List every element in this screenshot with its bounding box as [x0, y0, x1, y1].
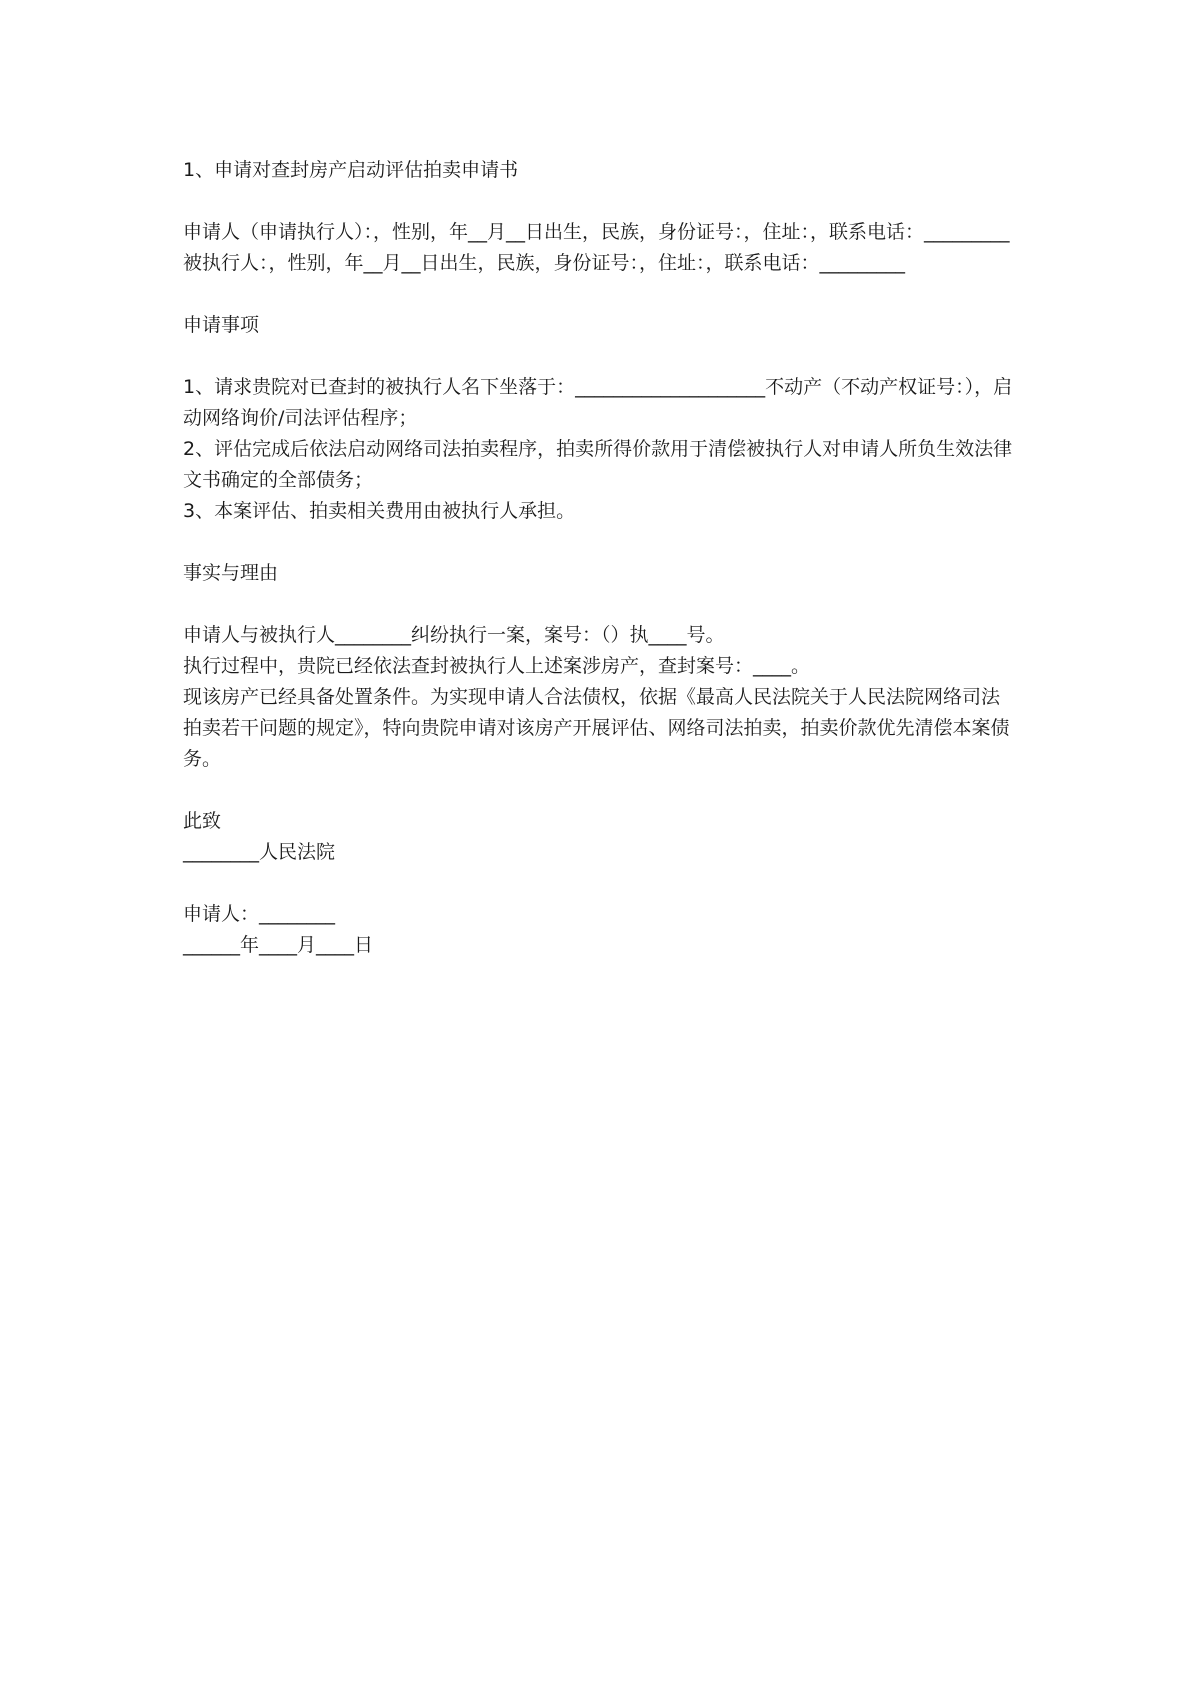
signature-section	[183, 899, 1018, 961]
request-item-1: 1、请求贵院对已查封的被执行人名下坐落于：____________________不动产（不动产权证号：），启动网络询价/司法评估程序；	[183, 376, 1013, 429]
parties-section	[183, 217, 1018, 279]
request-item-2: 2、评估完成后依法启动网络司法拍卖程序，拍卖所得价款用于清偿被执行人对申请人所负生效法律文书确定的全部债务；	[183, 438, 1013, 491]
closing-salutation: 此致	[183, 810, 222, 832]
facts-heading: 事实与理由	[183, 562, 279, 584]
facts-section	[183, 620, 1018, 775]
closing-section	[183, 806, 1018, 868]
document-title: 1、申请对查封房产启动评估拍卖申请书	[183, 159, 519, 181]
facts-paragraph-2: 执行过程中，贵院已经依法查封被执行人上述案涉房产，查封案号：____。	[183, 655, 811, 677]
respondent-info: 被执行人：，性别，年__月__日出生，民族，身份证号：，住址：，联系电话：_________	[183, 252, 906, 274]
facts-paragraph-3: 现该房产已经具备处置条件。为实现申请人合法债权，依据《最高人民法院关于人民法院网络司法拍卖若干问题的规定》，特向贵院申请对该房产开展评估、网络司法拍卖，拍卖价款优先清偿本案债务。	[183, 686, 1010, 770]
applicant-info: 申请人（申请执行人）：，性别，年__月__日出生，民族，身份证号：，住址：，联系电话：_________	[183, 221, 1010, 243]
closing-court: ________人民法院	[183, 841, 336, 863]
request-item-3: 3、本案评估、拍卖相关费用由被执行人承担。	[183, 500, 576, 522]
facts-paragraph-1: 申请人与被执行人________纠纷执行一案，案号：（）执____号。	[183, 624, 725, 646]
signature-applicant: 申请人：________	[183, 903, 336, 925]
document-page	[183, 155, 1018, 961]
requests-heading: 申请事项	[183, 314, 260, 336]
signature-date: ______年____月____日	[183, 934, 374, 956]
requests-section	[183, 372, 1018, 527]
facts-heading-section	[183, 558, 1018, 589]
requests-heading-section	[183, 310, 1018, 341]
